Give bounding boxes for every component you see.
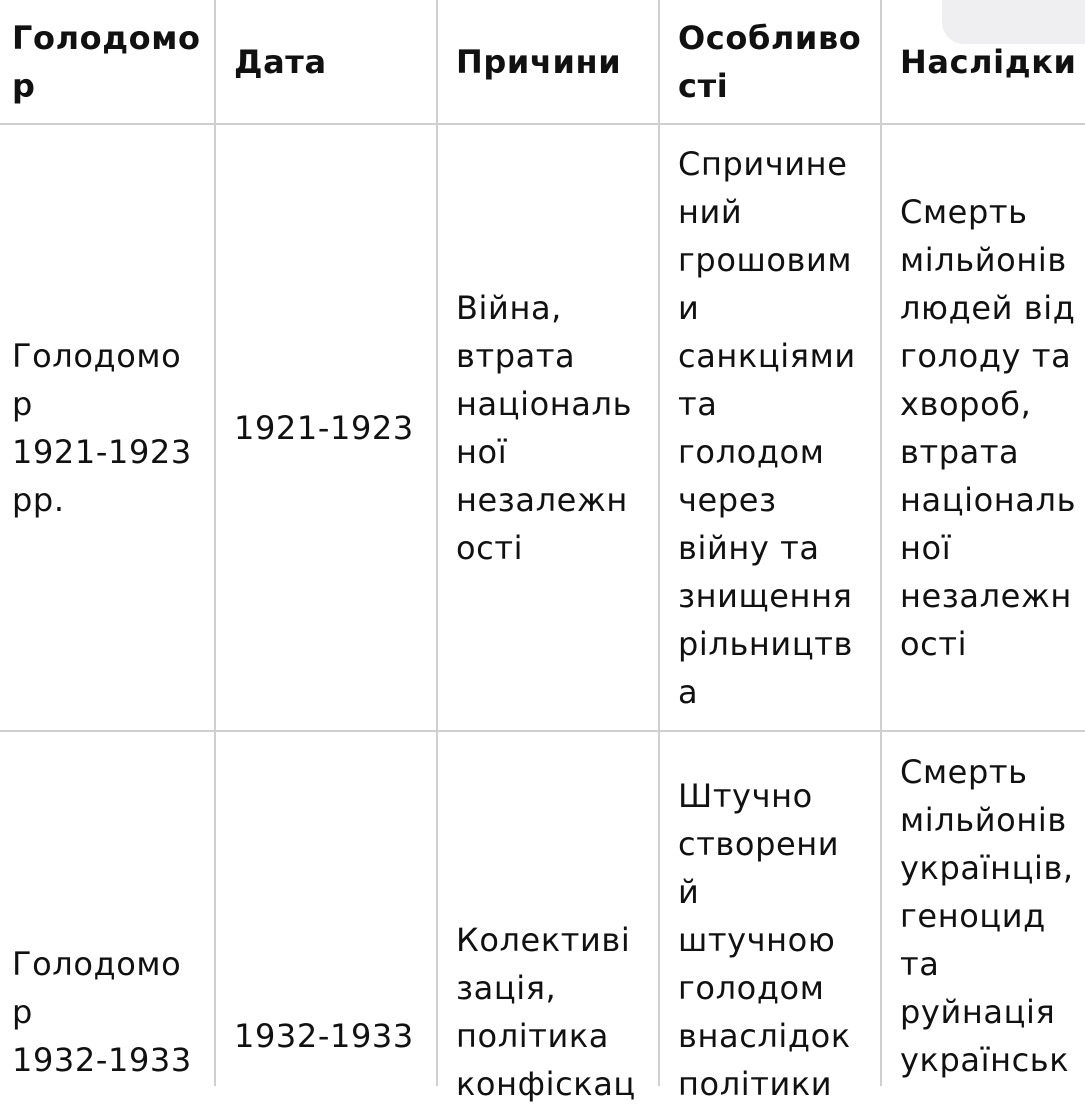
row2-name: Голодомо р 1932-1933 xyxy=(12,945,192,1079)
row1-consequences: Смерть мільйонів людей від голоду та хвороб, втрата національ ної незалежн ості xyxy=(900,193,1077,663)
header-cell-features: Особливо сті xyxy=(678,19,862,105)
header-cell-date: Дата xyxy=(234,43,327,81)
row1-causes: Війна, втрата національ ної незалежн ості xyxy=(456,289,633,567)
header-cell-famine: Голодомо р xyxy=(12,19,201,105)
row2-features: Штучно створени й штучною голодом внаслідок політики xyxy=(678,777,851,1103)
column-divider xyxy=(658,0,660,1086)
row2-date: 1932-1933 xyxy=(234,1017,414,1055)
row2-consequences: Смерть мільйонів українців, геноцид та руйнація українськ xyxy=(900,753,1074,1079)
header-cell-consequences: Наслідки xyxy=(900,43,1077,81)
row1-name: Голодомо р 1921-1923 рр. xyxy=(12,337,192,519)
column-divider xyxy=(880,0,882,1086)
row1-features: Спричине ний грошовим и санкціями та голодом через війну та знищення рільництв а xyxy=(678,145,856,711)
column-divider xyxy=(436,0,438,1086)
header-cell-causes: Причини xyxy=(456,43,622,81)
row2-causes: Колективі зація, політика конфіскац xyxy=(456,921,636,1103)
column-divider xyxy=(214,0,216,1086)
row-divider xyxy=(0,730,1085,732)
row1-date: 1921-1923 xyxy=(234,409,414,447)
row-divider xyxy=(0,123,1085,125)
